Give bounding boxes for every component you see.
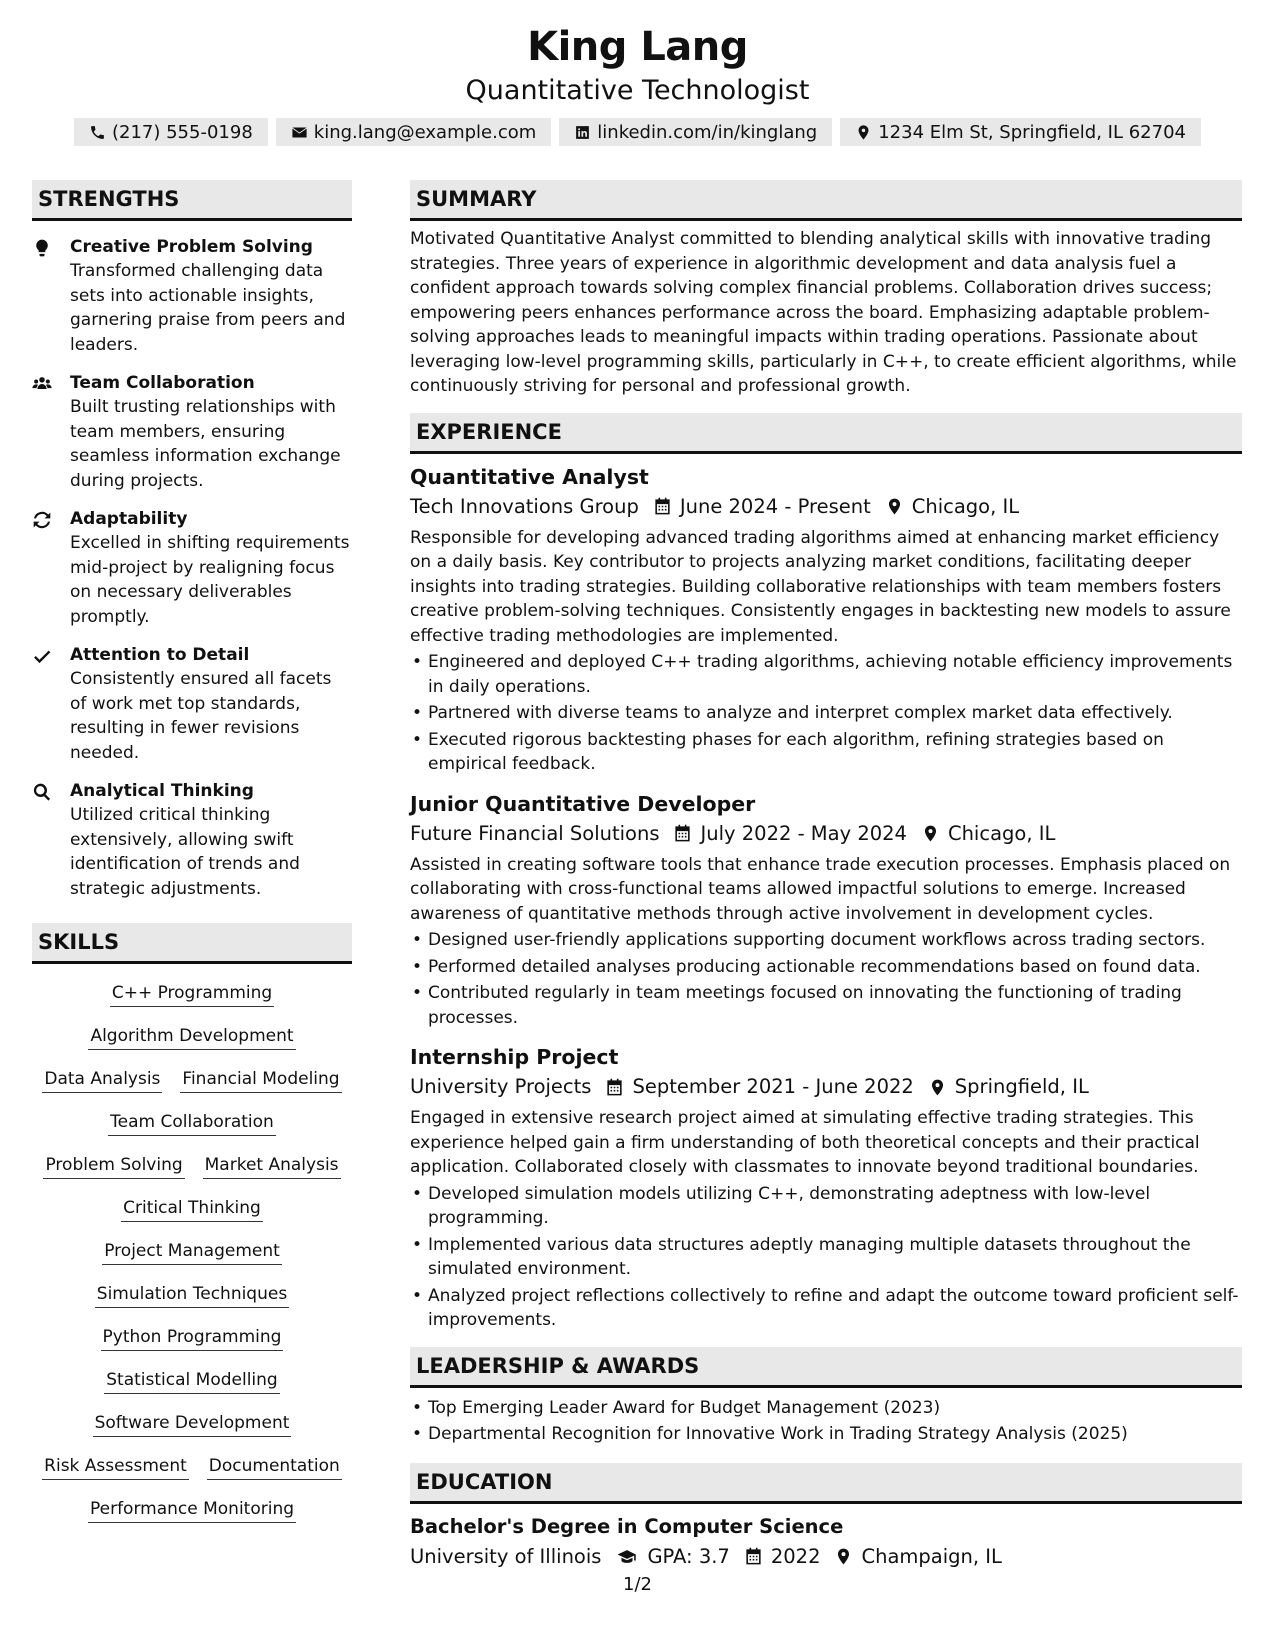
experience-heading: EXPERIENCE bbox=[410, 413, 1242, 454]
strength-item bbox=[32, 235, 352, 357]
list-item: • Analyzed project reflections collectively to refine and adapt the outcome toward proficient self-improvements. bbox=[410, 1284, 1242, 1333]
skill-tag: Documentation bbox=[207, 1454, 342, 1480]
candidate-name: King Lang bbox=[527, 24, 748, 70]
list-item: • Implemented various data structures adeptly managing multiple datasets throughout the simulated environment. bbox=[410, 1233, 1242, 1282]
phone-text: (217) 555-0198 bbox=[111, 121, 253, 143]
job-title: Quantitative Analyst bbox=[410, 464, 649, 489]
job-entry bbox=[410, 789, 1242, 1031]
job-title: Junior Quantitative Developer bbox=[410, 791, 756, 816]
resume-header bbox=[0, 20, 1275, 146]
graduation-cap-icon bbox=[615, 1547, 639, 1566]
job-description: Engaged in extensive research project aimed at simulating effective trading strategies. This experience helped gain a firm understanding of both theoretical concepts and their practical application. Collaborated closely with classmates to innovate beyond traditional boundaries. bbox=[410, 1108, 1200, 1177]
list-item: • Designed user-friendly applications supporting document workflows across trading sectors. bbox=[410, 928, 1242, 953]
education-heading: EDUCATION bbox=[410, 1463, 1242, 1504]
skill-tag: Simulation Techniques bbox=[95, 1282, 289, 1308]
gpa-text: GPA: 3.7 bbox=[647, 1544, 730, 1568]
skill-tag: Performance Monitoring bbox=[88, 1497, 296, 1523]
contact-email[interactable] bbox=[276, 118, 552, 146]
contact-address bbox=[840, 118, 1201, 146]
list-item: • Developed simulation models utilizing C++, demonstrating adeptness with low-level programming. bbox=[410, 1182, 1242, 1231]
degree-title: Bachelor's Degree in Computer Science bbox=[410, 1514, 844, 1538]
job-location: Chicago, IL bbox=[947, 821, 1056, 845]
skill-tag: Statistical Modelling bbox=[104, 1368, 279, 1394]
education-meta bbox=[410, 1542, 1242, 1572]
job-description: Assisted in creating software tools that enhance trade execution processes. Emphasis placed on collaborating with cross-functional teams allowed impactful solutions to emerge. Increased awareness of quantitative methods through active involvement in development cycles. bbox=[410, 854, 1231, 924]
map-marker-icon bbox=[921, 824, 940, 843]
strength-item bbox=[32, 507, 352, 629]
contact-bar bbox=[0, 118, 1275, 146]
job-entry bbox=[410, 1042, 1242, 1333]
graduation-year: 2022 bbox=[770, 1544, 821, 1568]
list-item: • Departmental Recognition for Innovative Work in Trading Strategy Analysis (2025) bbox=[410, 1422, 1242, 1447]
map-marker-icon bbox=[928, 1078, 947, 1097]
list-item: • Engineered and deployed C++ trading algorithms, achieving notable efficiency improvements in daily operations. bbox=[410, 650, 1242, 699]
job-dates: July 2022 - May 2024 bbox=[700, 821, 907, 845]
summary-heading: SUMMARY bbox=[410, 180, 1242, 221]
skill-tag: Financial Modeling bbox=[180, 1067, 341, 1093]
linkedin-icon bbox=[574, 124, 591, 141]
skill-tag: C++ Programming bbox=[110, 981, 274, 1007]
skill-tag: Critical Thinking bbox=[121, 1196, 263, 1222]
summary-text: Motivated Quantitative Analyst committed to blending analytical skills with innovative trading strategies. Three years of experience in algorithmic development and data analysis fuel a confident approach towards solving complex financial problems. Collaboration drives success; empowering peers enhances performance across the board. Emphasizing adaptable problem-solving approaches leads to meaningful impacts within trading operations. Passionate about leveraging low-level programming skills, particularly in C++, to create efficient algorithms, while continuously striving for personal and professional growth. bbox=[410, 229, 1237, 396]
education-entry bbox=[410, 1512, 1242, 1572]
right-column bbox=[410, 180, 1242, 1572]
education-location: Champaign, IL bbox=[861, 1544, 1002, 1568]
strength-title: Attention to Detail bbox=[70, 645, 250, 665]
strength-desc: Transformed challenging data sets into actionable insights, garnering praise from peers and leaders. bbox=[70, 261, 346, 355]
strength-item bbox=[32, 779, 352, 901]
school-name: University of Illinois bbox=[410, 1544, 602, 1568]
job-description: Responsible for developing advanced trading algorithms aimed at enhancing market efficiency on a daily basis. Key contributor to projects analyzing market conditions, facilitating deeper insights into trading strategies. Building collaborative relationships with team members fosters creative problem-solving techniques. Consistently engages in backtesting new models to assure effective trading methodologies are implemented. bbox=[410, 527, 1231, 646]
list-item: • Partnered with diverse teams to analyze and interpret complex market data effectively. bbox=[410, 701, 1242, 726]
skill-tag: Team Collaboration bbox=[108, 1110, 276, 1136]
strength-title: Analytical Thinking bbox=[70, 781, 254, 801]
strength-desc: Excelled in shifting requirements mid-project by realigning focus on necessary deliverables promptly. bbox=[70, 533, 350, 627]
skill-tag: Problem Solving bbox=[43, 1153, 184, 1179]
list-item: • Top Emerging Leader Award for Budget Management (2023) bbox=[410, 1396, 1242, 1421]
envelope-icon bbox=[291, 124, 308, 141]
skill-tag: Algorithm Development bbox=[88, 1024, 295, 1050]
check-icon bbox=[32, 646, 52, 666]
job-company: Tech Innovations Group bbox=[410, 494, 639, 518]
strengths-heading: STRENGTHS bbox=[32, 180, 352, 221]
strength-title: Creative Problem Solving bbox=[70, 237, 313, 257]
map-marker-icon bbox=[834, 1547, 853, 1566]
strength-title: Adaptability bbox=[70, 509, 188, 529]
calendar-icon bbox=[653, 497, 672, 516]
strength-item bbox=[32, 371, 352, 493]
calendar-icon bbox=[605, 1078, 624, 1097]
job-meta bbox=[410, 1072, 1242, 1102]
skill-tag: Risk Assessment bbox=[42, 1454, 189, 1480]
job-bullets bbox=[410, 1182, 1242, 1333]
contact-phone[interactable] bbox=[74, 118, 268, 146]
contact-linkedin[interactable] bbox=[559, 118, 832, 146]
map-marker-icon bbox=[885, 497, 904, 516]
strength-desc: Consistently ensured all facets of work met top standards, resulting in fewer revisions needed. bbox=[70, 669, 332, 763]
phone-icon bbox=[89, 124, 106, 141]
calendar-icon bbox=[673, 824, 692, 843]
address-text: 1234 Elm St, Springfield, IL 62704 bbox=[878, 121, 1186, 143]
job-meta bbox=[410, 492, 1242, 522]
job-location: Springfield, IL bbox=[954, 1075, 1089, 1098]
list-item: • Contributed regularly in team meetings focused on innovating the functioning of trading processes. bbox=[410, 981, 1242, 1030]
sync-icon bbox=[32, 510, 52, 530]
skills-heading: SKILLS bbox=[32, 923, 352, 964]
skill-tag: Project Management bbox=[102, 1239, 282, 1265]
map-marker-icon bbox=[855, 124, 872, 141]
strength-desc: Utilized critical thinking extensively, allowing swift identification of trends and strategic adjustments. bbox=[70, 805, 300, 899]
calendar-icon bbox=[744, 1547, 763, 1566]
job-company: University Projects bbox=[410, 1075, 592, 1098]
lightbulb-icon bbox=[32, 238, 52, 258]
skills-list bbox=[32, 981, 352, 1523]
job-company: Future Financial Solutions bbox=[410, 821, 660, 845]
users-icon bbox=[32, 374, 52, 394]
job-location: Chicago, IL bbox=[911, 494, 1020, 518]
skill-tag: Data Analysis bbox=[42, 1067, 162, 1093]
job-title: Internship Project bbox=[410, 1045, 619, 1069]
skill-tag: Software Development bbox=[93, 1411, 292, 1437]
job-dates: June 2024 - Present bbox=[679, 494, 871, 518]
skill-tag: Market Analysis bbox=[203, 1153, 341, 1179]
candidate-title: Quantitative Technologist bbox=[465, 75, 810, 106]
job-bullets bbox=[410, 650, 1242, 777]
job-bullets bbox=[410, 928, 1242, 1030]
strength-desc: Built trusting relationships with team members, ensuring seamless information exchange during projects. bbox=[70, 397, 341, 491]
leadership-heading: LEADERSHIP & AWARDS bbox=[410, 1347, 1242, 1388]
email-text: king.lang@example.com bbox=[313, 121, 537, 143]
strength-title: Team Collaboration bbox=[70, 373, 255, 393]
strength-item bbox=[32, 643, 352, 765]
linkedin-text: linkedin.com/in/kinglang bbox=[597, 121, 818, 143]
left-column bbox=[32, 180, 352, 1523]
search-icon bbox=[32, 782, 52, 802]
job-meta bbox=[410, 819, 1242, 849]
page-number: 1/2 bbox=[623, 1574, 652, 1595]
job-dates: September 2021 - June 2022 bbox=[632, 1075, 914, 1098]
leadership-list bbox=[410, 1396, 1242, 1447]
list-item: • Executed rigorous backtesting phases for each algorithm, refining strategies based on empirical feedback. bbox=[410, 728, 1242, 777]
job-entry bbox=[410, 462, 1242, 777]
list-item: • Performed detailed analyses producing actionable recommendations based on found data. bbox=[410, 955, 1242, 980]
skill-tag: Python Programming bbox=[101, 1325, 284, 1351]
